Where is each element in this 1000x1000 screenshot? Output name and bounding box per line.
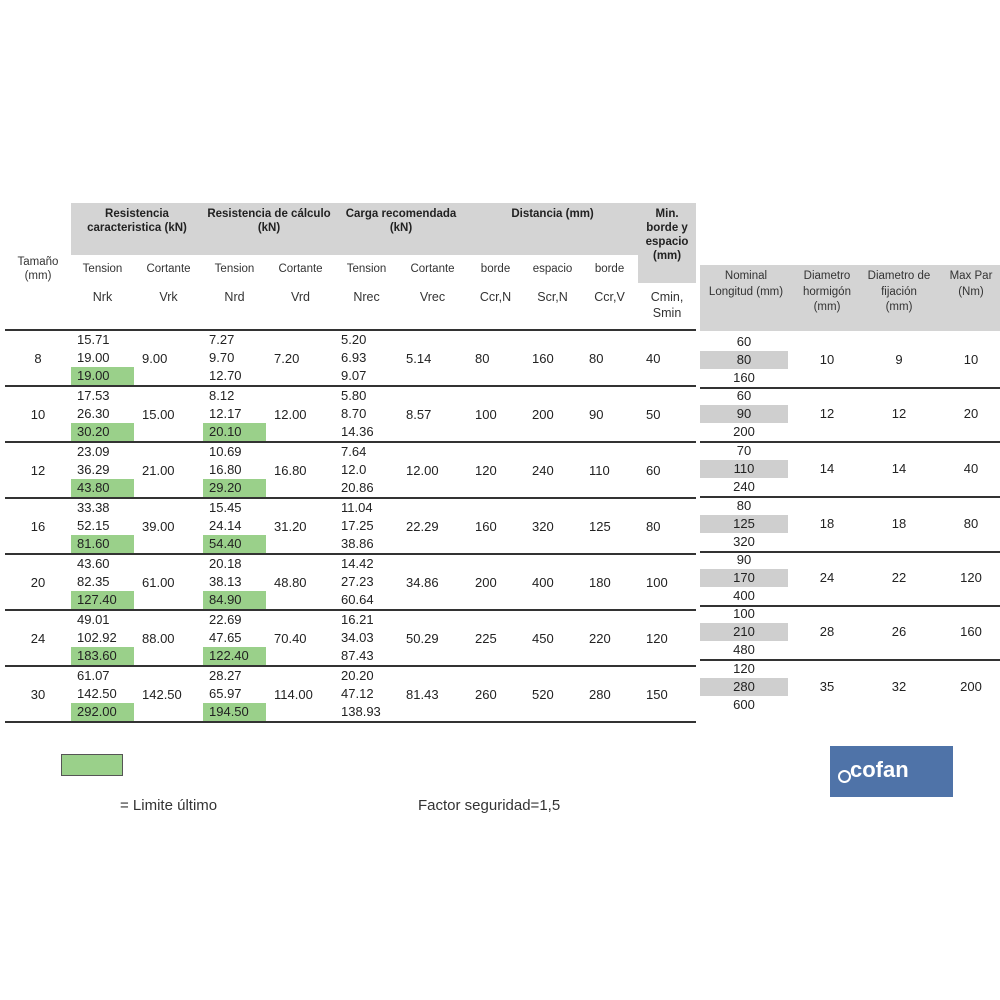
nrd-value: 15.45 xyxy=(209,500,242,515)
nrd-value: 20.18 xyxy=(209,556,242,571)
symbol-header-2: Nrd xyxy=(203,283,266,330)
length-value: 170 xyxy=(700,569,788,587)
scrn-cell: 450 xyxy=(524,610,581,666)
sub-header-1: Cortante xyxy=(146,263,191,275)
table-row xyxy=(5,330,696,386)
nrec-value: 20.86 xyxy=(341,480,374,495)
nrd-value: 47.65 xyxy=(209,630,242,645)
nrec-stack xyxy=(335,331,398,385)
sub-header-0: Tension xyxy=(82,263,123,275)
cmin-cell: 100 xyxy=(638,554,696,610)
vrec-cell: 12.00 xyxy=(398,442,467,498)
nrd-value: 122.40 xyxy=(203,647,266,665)
par-value: 160 xyxy=(960,624,982,639)
max-par-header: Max Par (Nm) xyxy=(949,270,993,298)
nrk-value: 17.53 xyxy=(77,388,110,403)
nrk-stack xyxy=(71,667,134,721)
nrd-value: 16.80 xyxy=(209,462,242,477)
cmin-cell: 60 xyxy=(638,442,696,498)
sub-header-3: Cortante xyxy=(278,263,323,275)
cmin-cell: 40 xyxy=(638,330,696,386)
nrec-value: 12.0 xyxy=(341,462,367,477)
vrec-cell: 5.14 xyxy=(398,330,467,386)
hormigon-value: 10 xyxy=(819,352,835,367)
nrd-value: 194.50 xyxy=(203,703,266,721)
table-row xyxy=(5,666,696,722)
tamano-header: Tamaño (mm) xyxy=(17,256,59,282)
nrk-value: 30.20 xyxy=(71,423,134,441)
diametro-fijacion-header: Diametro de fijación (mm) xyxy=(867,270,931,313)
ccrv-cell: 125 xyxy=(581,498,638,554)
sub-header-4: Tension xyxy=(346,263,387,275)
scrn-cell: 400 xyxy=(524,554,581,610)
nrd-cell xyxy=(203,666,266,722)
ccrv-cell: 90 xyxy=(581,386,638,442)
nrec-value: 47.12 xyxy=(341,686,374,701)
symbol-header-8: Ccr,V xyxy=(581,283,638,330)
vrec-cell: 8.57 xyxy=(398,386,467,442)
cmin-cell: 80 xyxy=(638,498,696,554)
nrk-stack xyxy=(71,555,134,609)
ccrv-cell: 110 xyxy=(581,442,638,498)
length-value: 600 xyxy=(733,697,755,712)
ccrn-cell: 260 xyxy=(467,666,524,722)
sub-header-8: borde xyxy=(594,263,625,275)
carga-recomendada-header: Carga recomendada (kN) xyxy=(335,203,467,255)
nrd-value: 9.70 xyxy=(209,350,235,365)
scrn-cell: 520 xyxy=(524,666,581,722)
table-row xyxy=(5,554,696,610)
nrd-value: 22.69 xyxy=(209,612,242,627)
length-value: 240 xyxy=(733,479,755,494)
nrec-value: 6.93 xyxy=(341,350,367,365)
right-table-row xyxy=(700,497,1000,553)
table-row xyxy=(5,386,696,442)
right-table-row xyxy=(700,442,1000,498)
ccrv-cell: 80 xyxy=(581,330,638,386)
nrd-stack xyxy=(203,331,266,385)
sub-header-2: Tension xyxy=(214,263,255,275)
sub-header-7: espacio xyxy=(532,263,573,275)
length-value: 480 xyxy=(733,642,755,657)
vrk-cell: 21.00 xyxy=(134,442,203,498)
fijacion-value: 22 xyxy=(891,570,907,585)
logo-text: cofan xyxy=(850,757,909,782)
corner-cell xyxy=(5,203,71,255)
nrec-value: 5.80 xyxy=(341,388,367,403)
nrec-stack xyxy=(335,611,398,665)
table-row xyxy=(5,442,696,498)
length-value: 80 xyxy=(700,351,788,369)
nrk-cell xyxy=(71,330,134,386)
nrd-value: 12.17 xyxy=(209,406,242,421)
nrec-cell xyxy=(335,330,398,386)
vrk-cell: 39.00 xyxy=(134,498,203,554)
nrk-value: 102.92 xyxy=(77,630,117,645)
ccrv-cell: 220 xyxy=(581,610,638,666)
nrec-value: 7.64 xyxy=(341,444,367,459)
nrec-stack xyxy=(335,443,398,497)
scrn-cell: 160 xyxy=(524,330,581,386)
nrk-cell xyxy=(71,666,134,722)
symbol-header-6: Ccr,N xyxy=(467,283,524,330)
nrec-cell xyxy=(335,386,398,442)
nrd-stack xyxy=(203,611,266,665)
hormigon-value: 14 xyxy=(819,461,835,476)
symbol-header-5: Vrec xyxy=(398,283,467,330)
legend-swatch xyxy=(61,754,123,776)
nrk-value: 26.30 xyxy=(77,406,110,421)
diametro-hormigon-header: Diametro hormigón (mm) xyxy=(803,270,851,313)
nrd-cell xyxy=(203,386,266,442)
symbol-header-7: Scr,N xyxy=(524,283,581,330)
fijacion-value: 14 xyxy=(891,461,907,476)
min-borde-header: Min. borde y espacio (mm) xyxy=(638,203,696,283)
vrd-cell: 31.20 xyxy=(266,498,335,554)
vrk-cell: 142.50 xyxy=(134,666,203,722)
nrec-cell xyxy=(335,498,398,554)
fijacion-value: 26 xyxy=(891,624,907,639)
nrd-stack xyxy=(203,387,266,441)
resistencia-calculo-header: Resistencia de cálculo (kN) xyxy=(203,203,335,255)
nrec-value: 14.42 xyxy=(341,556,374,571)
length-value: 60 xyxy=(736,334,752,349)
size-cell: 30 xyxy=(5,666,71,722)
vrd-cell: 16.80 xyxy=(266,442,335,498)
ccrn-cell: 100 xyxy=(467,386,524,442)
cofan-logo xyxy=(830,746,953,797)
nrec-value: 16.21 xyxy=(341,612,374,627)
nrk-value: 15.71 xyxy=(77,332,110,347)
table-row xyxy=(5,610,696,666)
resistencia-caracteristica-header: Resistencia caracteristica (kN) xyxy=(71,203,203,255)
symbol-header-1: Vrk xyxy=(134,283,203,330)
nrec-stack xyxy=(335,667,398,721)
nrk-value: 292.00 xyxy=(71,703,134,721)
hormigon-value: 24 xyxy=(819,570,835,585)
nrd-cell xyxy=(203,442,266,498)
length-value: 80 xyxy=(736,498,752,513)
right-table-row xyxy=(700,387,1000,443)
nrec-value: 9.07 xyxy=(341,368,367,383)
nrec-stack xyxy=(335,555,398,609)
vrk-cell: 15.00 xyxy=(134,386,203,442)
vrk-cell: 88.00 xyxy=(134,610,203,666)
nrec-cell xyxy=(335,554,398,610)
nrec-value: 8.70 xyxy=(341,406,367,421)
ccrv-cell: 280 xyxy=(581,666,638,722)
nrec-value: 138.93 xyxy=(341,704,381,719)
nrk-cell xyxy=(71,442,134,498)
nrd-stack xyxy=(203,443,266,497)
right-table-header xyxy=(700,265,1000,331)
vrk-cell: 61.00 xyxy=(134,554,203,610)
ccrn-cell: 120 xyxy=(467,442,524,498)
nrec-value: 11.04 xyxy=(341,500,373,515)
nrec-value: 14.36 xyxy=(341,424,374,439)
nrd-value: 28.27 xyxy=(209,668,242,683)
distancia-header: Distancia (mm) xyxy=(467,203,638,255)
nrk-stack xyxy=(71,611,134,665)
length-value: 280 xyxy=(700,678,788,696)
par-value: 40 xyxy=(963,461,979,476)
hormigon-value: 12 xyxy=(819,406,835,421)
legend-limit-text: = Limite último xyxy=(120,797,218,814)
nrec-value: 20.20 xyxy=(341,668,374,683)
nrk-value: 43.80 xyxy=(71,479,134,497)
length-value: 120 xyxy=(733,661,755,676)
nrd-value: 12.70 xyxy=(209,368,242,383)
size-cell: 12 xyxy=(5,442,71,498)
nrk-value: 127.40 xyxy=(71,591,134,609)
ccrn-cell: 160 xyxy=(467,498,524,554)
length-value: 110 xyxy=(700,460,788,478)
length-value: 70 xyxy=(736,443,752,458)
length-value: 90 xyxy=(736,552,752,567)
nrec-value: 5.20 xyxy=(341,332,367,347)
nrec-value: 87.43 xyxy=(341,648,374,663)
size-cell: 24 xyxy=(5,610,71,666)
safety-factor-text: Factor seguridad=1,5 xyxy=(418,797,561,814)
nrk-value: 61.07 xyxy=(77,668,110,683)
hormigon-value: 18 xyxy=(819,516,835,531)
nrd-value: 38.13 xyxy=(209,574,242,589)
ccrn-cell: 200 xyxy=(467,554,524,610)
symbol-header-3: Vrd xyxy=(266,283,335,330)
cmin-cell: 150 xyxy=(638,666,696,722)
sub-header-6: borde xyxy=(480,263,511,275)
vrec-cell: 81.43 xyxy=(398,666,467,722)
nrk-value: 19.00 xyxy=(77,350,110,365)
ccrn-cell: 225 xyxy=(467,610,524,666)
nrec-value: 17.25 xyxy=(341,518,374,533)
length-value: 125 xyxy=(700,515,788,533)
nominal-longitud-header: Nominal Longitud (mm) xyxy=(708,270,784,298)
nrd-cell xyxy=(203,330,266,386)
nrk-stack xyxy=(71,387,134,441)
nrec-cell xyxy=(335,610,398,666)
nrd-value: 29.20 xyxy=(203,479,266,497)
size-cell: 8 xyxy=(5,330,71,386)
nrec-value: 60.64 xyxy=(341,592,374,607)
vrd-cell: 48.80 xyxy=(266,554,335,610)
nrd-value: 24.14 xyxy=(209,518,242,533)
nrk-value: 142.50 xyxy=(77,686,117,701)
nrec-cell xyxy=(335,442,398,498)
nrec-stack xyxy=(335,387,398,441)
nrec-cell xyxy=(335,666,398,722)
nrk-value: 81.60 xyxy=(71,535,134,553)
right-table-row xyxy=(700,660,1000,714)
size-cell: 20 xyxy=(5,554,71,610)
fijacion-value: 18 xyxy=(891,516,907,531)
vrec-cell: 34.86 xyxy=(398,554,467,610)
vrd-cell: 70.40 xyxy=(266,610,335,666)
symbol-header-4: Nrec xyxy=(335,283,398,330)
nrd-value: 10.69 xyxy=(209,444,242,459)
symbol-header-0: Nrk xyxy=(71,283,134,330)
size-cell: 10 xyxy=(5,386,71,442)
nrd-cell xyxy=(203,498,266,554)
vrd-cell: 114.00 xyxy=(266,666,335,722)
vrd-cell: 12.00 xyxy=(266,386,335,442)
par-value: 120 xyxy=(960,570,982,585)
length-value: 400 xyxy=(733,588,755,603)
nrec-stack xyxy=(335,499,398,553)
nrd-value: 84.90 xyxy=(203,591,266,609)
nrk-value: 23.09 xyxy=(77,444,110,459)
vrec-cell: 50.29 xyxy=(398,610,467,666)
vrec-cell: 22.29 xyxy=(398,498,467,554)
tamano-symbol-cell xyxy=(5,283,71,330)
cmin-cell: 50 xyxy=(638,386,696,442)
nrd-value: 20.10 xyxy=(203,423,266,441)
nrk-cell xyxy=(71,386,134,442)
sub-header-5: Cortante xyxy=(410,263,455,275)
par-value: 200 xyxy=(960,679,982,694)
nrk-value: 82.35 xyxy=(77,574,110,589)
nrk-value: 19.00 xyxy=(71,367,134,385)
nrec-value: 27.23 xyxy=(341,574,374,589)
scrn-cell: 320 xyxy=(524,498,581,554)
right-table-row xyxy=(700,333,1000,389)
fijacion-value: 32 xyxy=(891,679,907,694)
nrd-stack xyxy=(203,499,266,553)
nrk-value: 183.60 xyxy=(71,647,134,665)
length-value: 320 xyxy=(733,534,755,549)
table-row xyxy=(5,498,696,554)
nrd-cell xyxy=(203,554,266,610)
nrec-value: 38.86 xyxy=(341,536,374,551)
hormigon-value: 28 xyxy=(819,624,835,639)
vrk-cell: 9.00 xyxy=(134,330,203,386)
nrk-value: 49.01 xyxy=(77,612,110,627)
fijacion-value: 12 xyxy=(891,406,907,421)
nrk-value: 36.29 xyxy=(77,462,110,477)
length-value: 160 xyxy=(733,370,755,385)
length-value: 90 xyxy=(700,405,788,423)
right-table-row xyxy=(700,551,1000,607)
nrd-value: 8.12 xyxy=(209,388,235,403)
length-value: 100 xyxy=(733,606,755,621)
nrk-value: 33.38 xyxy=(77,500,110,515)
nrk-stack xyxy=(71,499,134,553)
nrd-value: 65.97 xyxy=(209,686,242,701)
load-table xyxy=(5,203,696,723)
nrd-value: 54.40 xyxy=(203,535,266,553)
size-cell: 16 xyxy=(5,498,71,554)
nrd-stack xyxy=(203,555,266,609)
nrk-stack xyxy=(71,331,134,385)
nrk-value: 52.15 xyxy=(77,518,110,533)
par-value: 10 xyxy=(963,352,979,367)
cmin-cell: 120 xyxy=(638,610,696,666)
nrd-cell xyxy=(203,610,266,666)
nrd-stack xyxy=(203,667,266,721)
fijacion-value: 9 xyxy=(895,352,903,367)
nrk-cell xyxy=(71,554,134,610)
vrd-cell: 7.20 xyxy=(266,330,335,386)
ccrv-cell: 180 xyxy=(581,554,638,610)
scrn-cell: 200 xyxy=(524,386,581,442)
nrd-value: 7.27 xyxy=(209,332,235,347)
nrk-cell xyxy=(71,498,134,554)
nrk-value: 43.60 xyxy=(77,556,110,571)
scrn-cell: 240 xyxy=(524,442,581,498)
nrk-stack xyxy=(71,443,134,497)
par-value: 20 xyxy=(963,406,979,421)
length-value: 60 xyxy=(736,388,752,403)
hormigon-value: 35 xyxy=(819,679,835,694)
right-table-row xyxy=(700,605,1000,661)
symbol-header-9: Cmin, Smin xyxy=(638,283,696,330)
par-value: 80 xyxy=(963,516,979,531)
nrec-value: 34.03 xyxy=(341,630,374,645)
ccrn-cell: 80 xyxy=(467,330,524,386)
nrk-cell xyxy=(71,610,134,666)
length-value: 210 xyxy=(700,623,788,641)
length-value: 200 xyxy=(733,424,755,439)
